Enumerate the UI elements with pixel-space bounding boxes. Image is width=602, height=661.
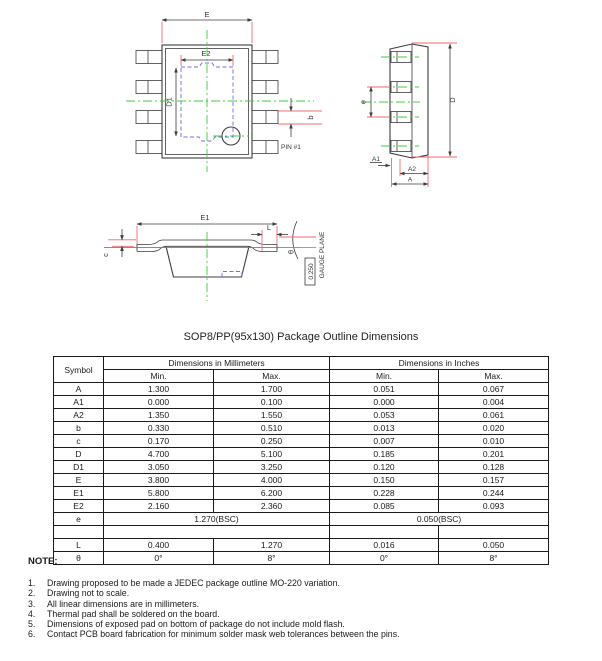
in-max-cell: 0.010 xyxy=(439,435,549,448)
in-max-cell: 0.050 xyxy=(439,539,549,552)
mm-max-cell: 1.700 xyxy=(214,383,330,396)
note-number: 3. xyxy=(28,598,36,609)
dim-label-A1: A1 xyxy=(372,156,380,163)
symbol-cell: A xyxy=(54,383,104,396)
symbol-cell: L xyxy=(54,539,104,552)
mm-max-cell: 8° xyxy=(214,552,330,565)
mm-max-cell: 1.270 xyxy=(214,539,330,552)
dim-label-E: E xyxy=(204,10,210,19)
in-min-cell: 0.000 xyxy=(330,396,439,409)
mm-min-cell: 0.400 xyxy=(104,539,214,552)
spacer-row xyxy=(54,526,549,539)
front-exposed-pad-hint xyxy=(222,272,242,278)
notes-heading: NOTE: xyxy=(28,556,58,567)
header-mm-min: Min. xyxy=(104,370,214,383)
in-min-cell: 0.007 xyxy=(330,435,439,448)
table-row xyxy=(54,396,549,409)
table-row xyxy=(54,461,549,474)
top-view xyxy=(126,10,322,172)
gauge-offset-label: 0.250 xyxy=(308,263,315,280)
symbol-cell: θ xyxy=(54,552,104,565)
symbol-cell xyxy=(54,526,104,539)
dim-label-E1: E1 xyxy=(200,213,210,222)
note-item xyxy=(28,588,588,598)
in-min-cell: 0.016 xyxy=(330,539,439,552)
front-view xyxy=(101,213,326,301)
header-in-min: Min. xyxy=(330,370,439,383)
in-max-cell: 0.201 xyxy=(439,448,549,461)
table-row xyxy=(54,474,549,487)
mm-max-cell: 0.510 xyxy=(214,422,330,435)
symbol-cell: D1 xyxy=(54,461,104,474)
left-pins xyxy=(136,51,162,154)
note-number: 1. xyxy=(28,578,36,589)
mm-min-cell: 3.800 xyxy=(104,474,214,487)
package-drawings xyxy=(0,0,602,315)
mm-max-cell: 0.100 xyxy=(214,396,330,409)
mm-max-cell: 5.100 xyxy=(214,448,330,461)
note-text: All linear dimensions are in millimeters. xyxy=(47,598,200,609)
mm-min-cell: 3.050 xyxy=(104,461,214,474)
in-max-cell: 8° xyxy=(439,552,549,565)
mm-max-cell: 3.250 xyxy=(214,461,330,474)
dim-label-c: c xyxy=(101,253,110,257)
header-row-units xyxy=(54,357,549,370)
note-item xyxy=(28,629,588,639)
gauge-plane-label: GAUGE PLANE xyxy=(319,231,326,279)
in-min-cell: 0° xyxy=(330,552,439,565)
mm-max-cell: 6.200 xyxy=(214,487,330,500)
mm-min-cell: 0° xyxy=(104,552,214,565)
table-row xyxy=(54,487,549,500)
in-max-cell: 0.061 xyxy=(439,409,549,422)
symbol-cell: e xyxy=(54,513,104,526)
note-text: Drawing proposed to be made a JEDEC package outline MO-220 variation. xyxy=(47,578,340,589)
symbol-cell: b xyxy=(54,422,104,435)
mm-min-cell: 1.350 xyxy=(104,409,214,422)
symbol-cell: c xyxy=(54,435,104,448)
dim-label-D: D xyxy=(448,97,457,103)
dim-label-e: e xyxy=(358,99,368,105)
in-max-cell: 0.157 xyxy=(439,474,549,487)
note-text: Dimensions of exposed pad on bottom of package do not include mold flash. xyxy=(47,619,345,630)
side-pins xyxy=(391,52,411,152)
note-item xyxy=(28,599,588,609)
note-item xyxy=(28,609,588,619)
mm-min-cell: 0.170 xyxy=(104,435,214,448)
in-min-cell: 0.185 xyxy=(330,448,439,461)
table-row xyxy=(54,539,549,552)
in-max-cell: 0.128 xyxy=(439,461,549,474)
mm-empty-cell xyxy=(104,526,330,539)
note-text: Thermal pad shall be soldered on the board. xyxy=(47,608,220,619)
note-number: 6. xyxy=(28,629,36,640)
header-inches: Dimensions in Inches xyxy=(330,357,549,370)
mm-max-cell: 0.250 xyxy=(214,435,330,448)
in-min-cell: 0.120 xyxy=(330,461,439,474)
mm-max-cell: 4.000 xyxy=(214,474,330,487)
table-row xyxy=(54,409,549,422)
mm-min-cell: 5.800 xyxy=(104,487,214,500)
symbol-cell: E1 xyxy=(54,487,104,500)
in-min-cell xyxy=(330,526,439,539)
symbol-cell: A2 xyxy=(54,409,104,422)
mm-max-cell: 2.360 xyxy=(214,500,330,513)
in-max-cell: 0.004 xyxy=(439,396,549,409)
in-bsc-cell: 0.050(BSC) xyxy=(330,513,549,526)
mm-min-cell: 4.700 xyxy=(104,448,214,461)
mm-min-cell: 2.160 xyxy=(104,500,214,513)
header-symbol: Symbol xyxy=(54,357,104,383)
note-number: 5. xyxy=(28,619,36,630)
table-row xyxy=(54,500,549,513)
header-mm-max: Max. xyxy=(214,370,330,383)
symbol-cell: E xyxy=(54,474,104,487)
in-max-cell xyxy=(439,526,549,539)
dim-label-A: A xyxy=(407,176,413,184)
side-view xyxy=(359,43,458,187)
in-max-cell: 0.067 xyxy=(439,383,549,396)
in-max-cell: 0.020 xyxy=(439,422,549,435)
in-max-cell: 0.093 xyxy=(439,500,549,513)
header-in-max: Max. xyxy=(439,370,549,383)
dim-label-L: L xyxy=(266,223,272,232)
header-mm: Dimensions in Millimeters xyxy=(104,357,330,370)
mm-min-cell: 1.300 xyxy=(104,383,214,396)
in-max-cell: 0.244 xyxy=(439,487,549,500)
dim-label-E2: E2 xyxy=(201,49,211,58)
in-min-cell: 0.228 xyxy=(330,487,439,500)
table-row xyxy=(54,435,549,448)
table-row xyxy=(54,448,549,461)
dim-label-A2: A2 xyxy=(408,166,416,173)
page-title: SOP8/PP(95x130) Package Outline Dimensions xyxy=(183,331,419,343)
in-min-cell: 0.085 xyxy=(330,500,439,513)
dimensions-table xyxy=(53,356,549,565)
mm-min-cell: 0.330 xyxy=(104,422,214,435)
note-number: 4. xyxy=(28,608,36,619)
pin1-label: PIN #1 xyxy=(281,144,301,151)
table-row xyxy=(54,422,549,435)
note-text: Drawing not to scale. xyxy=(47,588,130,599)
table-row-e-bsc xyxy=(54,513,549,526)
mm-min-cell: 0.000 xyxy=(104,396,214,409)
dim-label-D1: D1 xyxy=(164,97,174,107)
in-min-cell: 0.150 xyxy=(330,474,439,487)
right-pins xyxy=(252,51,278,154)
in-min-cell: 0.053 xyxy=(330,409,439,422)
symbol-cell: D xyxy=(54,448,104,461)
dim-label-b: b xyxy=(306,115,315,120)
mm-bsc-cell: 1.270(BSC) xyxy=(104,513,330,526)
dim-label-theta: θ xyxy=(286,249,296,255)
header-row-minmax xyxy=(54,370,549,383)
note-text: Contact PCB board fabrication for minimum solder mask web tolerances between the pins. xyxy=(47,629,400,640)
symbol-cell: E2 xyxy=(54,500,104,513)
note-number: 2. xyxy=(28,588,36,599)
notes-section xyxy=(28,557,588,639)
in-min-cell: 0.013 xyxy=(330,422,439,435)
note-item xyxy=(28,619,588,629)
note-item xyxy=(28,578,588,588)
symbol-cell: A1 xyxy=(54,396,104,409)
table-row xyxy=(54,383,549,396)
in-min-cell: 0.051 xyxy=(330,383,439,396)
mm-max-cell: 1.550 xyxy=(214,409,330,422)
